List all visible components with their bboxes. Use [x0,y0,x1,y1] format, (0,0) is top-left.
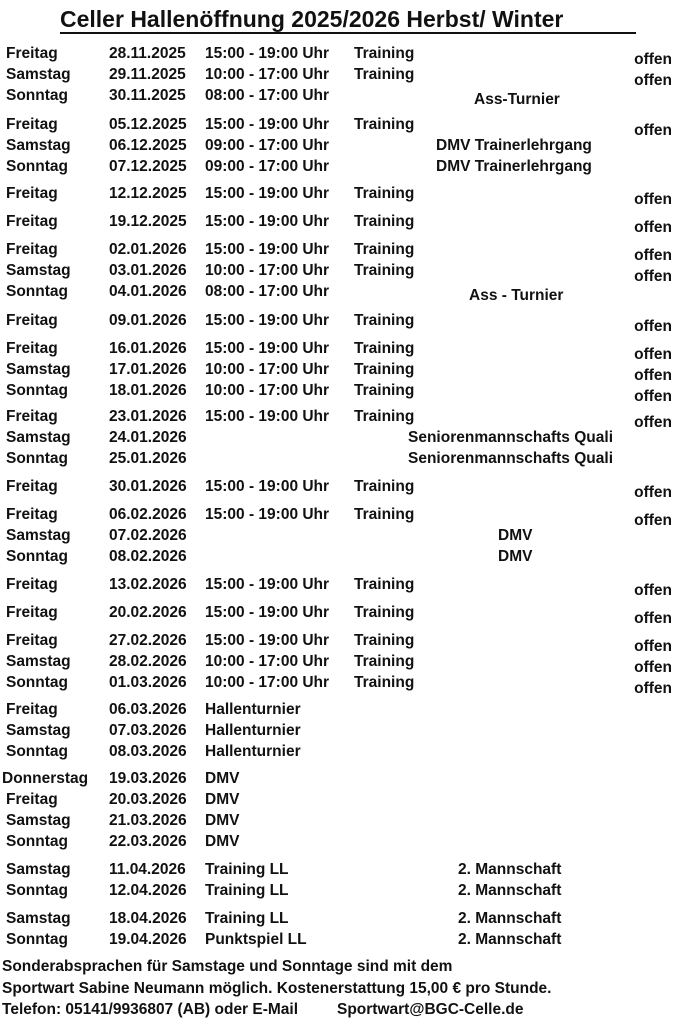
row-date: 20.03.2026 [109,791,187,808]
row-time: 08:00 - 17:00 Uhr [205,87,330,104]
row-date: 23.01.2026 [109,408,187,425]
schedule-row [0,881,680,901]
schedule-row [0,449,680,469]
row-time: 15:00 - 19:00 Uhr [205,506,330,523]
row-date: 18.04.2026 [109,910,187,927]
row-right: offen [634,191,672,208]
schedule-row [0,832,680,852]
schedule-row [0,721,680,741]
schedule-row [0,115,680,139]
row-date: 17.01.2026 [109,361,187,378]
schedule-row [0,547,680,567]
row-note: 2. Mannschaft [458,910,562,927]
row-day: Freitag [6,408,58,425]
schedule-row [0,603,680,627]
page-title: Celler Hallenöffnung 2025/2026 Herbst/ Winter [60,6,636,34]
row-time: 08:00 - 17:00 Uhr [205,283,330,300]
row-day: Samstag [6,66,71,83]
row-right: offen [634,51,672,68]
row-date: 29.11.2025 [109,66,186,83]
row-time: Training LL [205,882,289,899]
row-date: 09.01.2026 [109,312,187,329]
row-time: Hallenturnier [205,701,301,718]
row-day: Sonntag [6,674,68,691]
schedule-row [0,769,680,789]
row-date: 04.01.2026 [109,283,187,300]
row-act: Training [354,213,415,230]
schedule-row [0,700,680,720]
row-day: Sonntag [6,882,68,899]
row-day: Samstag [6,429,71,446]
row-date: 16.01.2026 [109,340,187,357]
row-note: Ass-Turnier [474,91,560,108]
row-day: Donnerstag [2,770,89,787]
row-time: Hallenturnier [205,722,301,739]
row-date: 30.01.2026 [109,478,187,495]
row-act: Training [354,185,415,202]
row-time: 10:00 - 17:00 Uhr [205,66,330,83]
row-day: Sonntag [6,87,68,104]
schedule-row [0,909,680,929]
row-note: 2. Mannschaft [458,931,562,948]
schedule-row [0,311,680,335]
row-date: 08.03.2026 [109,743,187,760]
row-act: Training [354,478,415,495]
row-note: DMV [498,527,533,544]
row-time: Punktspiel LL [205,931,307,948]
row-date: 28.02.2026 [109,653,187,670]
row-day: Freitag [6,241,58,258]
schedule-row [0,44,680,68]
schedule-row [0,652,680,676]
row-day: Sonntag [6,931,68,948]
schedule-row [0,673,680,697]
row-day: Freitag [6,340,58,357]
row-day: Sonntag [6,548,68,565]
row-act: Training [354,262,415,279]
row-right: offen [634,638,672,655]
row-act: Training [354,604,415,621]
row-act: Training [354,340,415,357]
row-note: 2. Mannschaft [458,882,562,899]
row-act: Training [354,312,415,329]
row-right: offen [634,414,672,431]
row-time: 15:00 - 19:00 Uhr [205,604,330,621]
row-note: Ass - Turnier [469,287,564,304]
schedule-row [0,339,680,363]
footer-phone: Telefon: 05141/9936807 (AB) oder E-Mail [2,1001,299,1018]
row-time: 15:00 - 19:00 Uhr [205,632,330,649]
row-day: Samstag [6,861,71,878]
row-right: offen [634,268,672,285]
row-date: 22.03.2026 [109,833,187,850]
row-date: 05.12.2025 [109,116,187,133]
row-time: 15:00 - 19:00 Uhr [205,241,330,258]
row-date: 27.02.2026 [109,632,187,649]
row-date: 25.01.2026 [109,450,187,467]
schedule-row [0,811,680,831]
row-date: 01.03.2026 [109,674,187,691]
schedule-row [0,157,680,177]
row-date: 11.04.2026 [109,861,186,878]
row-act: Training [354,576,415,593]
row-time: Training LL [205,861,289,878]
schedule-row [0,790,680,810]
row-time: DMV [205,770,240,787]
row-day: Freitag [6,116,58,133]
row-note: Seniorenmannschafts Quali [408,429,613,446]
schedule-row [0,505,680,529]
schedule-row [0,360,680,384]
row-act: Training [354,382,415,399]
row-date: 13.02.2026 [109,576,187,593]
row-date: 07.12.2025 [109,158,187,175]
row-date: 02.01.2026 [109,241,187,258]
schedule-row [0,381,680,405]
row-note: Seniorenmannschafts Quali [408,450,613,467]
footer-line-3 [2,1000,678,1020]
row-time: 15:00 - 19:00 Uhr [205,408,330,425]
schedule-row [0,65,680,89]
row-day: Freitag [6,185,58,202]
row-time: DMV [205,812,240,829]
row-day: Samstag [6,527,71,544]
row-date: 07.02.2026 [109,527,187,544]
row-day: Freitag [6,791,58,808]
row-date: 21.03.2026 [109,812,187,829]
schedule-row [0,526,680,546]
row-time: 15:00 - 19:00 Uhr [205,213,330,230]
row-day: Samstag [6,722,71,739]
row-act: Training [354,241,415,258]
row-right: offen [634,680,672,697]
row-right: offen [634,346,672,363]
footer-email: Sportwart@BGC-Celle.de [337,1001,524,1018]
row-day: Freitag [6,604,58,621]
row-day: Freitag [6,45,58,62]
row-note: DMV Trainerlehrgang [436,137,592,154]
row-time: 15:00 - 19:00 Uhr [205,45,330,62]
schedule-row [0,240,680,264]
row-date: 12.04.2026 [109,882,187,899]
row-right: offen [634,582,672,599]
schedule-row [0,428,680,448]
row-right: offen [634,388,672,405]
row-day: Sonntag [6,450,68,467]
row-day: Sonntag [6,833,68,850]
row-time: Training LL [205,910,289,927]
row-right: offen [634,122,672,139]
row-date: 12.12.2025 [109,185,187,202]
schedule-row [0,212,680,236]
row-act: Training [354,632,415,649]
row-day: Sonntag [6,158,68,175]
row-date: 20.02.2026 [109,604,187,621]
row-right: offen [634,72,672,89]
row-time: Hallenturnier [205,743,301,760]
row-time: DMV [205,833,240,850]
row-right: offen [634,484,672,501]
row-date: 28.11.2025 [109,45,186,62]
row-date: 19.12.2025 [109,213,187,230]
row-day: Samstag [6,910,71,927]
schedule-row [0,136,680,156]
row-right: offen [634,610,672,627]
row-right: offen [634,219,672,236]
row-date: 08.02.2026 [109,548,187,565]
row-time: 10:00 - 17:00 Uhr [205,674,330,691]
row-date: 19.03.2026 [109,770,187,787]
schedule-row [0,86,680,106]
row-note: 2. Mannschaft [458,861,562,878]
schedule-row [0,407,680,431]
row-day: Samstag [6,137,71,154]
schedule-row [0,282,680,302]
row-act: Training [354,116,415,133]
row-right: offen [634,318,672,335]
row-day: Freitag [6,213,58,230]
row-act: Training [354,653,415,670]
row-day: Sonntag [6,743,68,760]
schedule-row [0,477,680,501]
schedule-row [0,860,680,880]
row-act: Training [354,408,415,425]
row-date: 06.12.2025 [109,137,187,154]
row-time: DMV [205,791,240,808]
row-day: Samstag [6,262,71,279]
row-time: 15:00 - 19:00 Uhr [205,576,330,593]
row-time: 15:00 - 19:00 Uhr [205,340,330,357]
row-date: 07.03.2026 [109,722,187,739]
row-date: 18.01.2026 [109,382,187,399]
row-date: 19.04.2026 [109,931,187,948]
row-act: Training [354,45,415,62]
row-day: Freitag [6,576,58,593]
row-date: 03.01.2026 [109,262,187,279]
row-date: 06.03.2026 [109,701,187,718]
footer-line-2: Sportwart Sabine Neumann möglich. Kostenerstattung 15,00 € pro Stunde. [2,980,552,997]
schedule-row [0,742,680,762]
row-date: 06.02.2026 [109,506,187,523]
schedule-row [0,575,680,599]
row-time: 15:00 - 19:00 Uhr [205,116,330,133]
schedule-row [0,631,680,655]
row-time: 09:00 - 17:00 Uhr [205,158,330,175]
schedule-row [0,261,680,285]
row-time: 09:00 - 17:00 Uhr [205,137,330,154]
row-day: Freitag [6,478,58,495]
schedule-row [0,184,680,208]
row-time: 10:00 - 17:00 Uhr [205,653,330,670]
row-day: Samstag [6,812,71,829]
row-right: offen [634,367,672,384]
row-day: Freitag [6,701,58,718]
row-time: 15:00 - 19:00 Uhr [205,312,330,329]
row-time: 10:00 - 17:00 Uhr [205,361,330,378]
row-time: 10:00 - 17:00 Uhr [205,382,330,399]
schedule-row [0,930,680,950]
footer-line-1: Sonderabsprachen für Samstage und Sonntage sind mit dem [2,958,453,975]
row-day: Samstag [6,361,71,378]
row-act: Training [354,506,415,523]
row-day: Freitag [6,506,58,523]
row-act: Training [354,361,415,378]
row-time: 15:00 - 19:00 Uhr [205,185,330,202]
row-right: offen [634,247,672,264]
row-note: DMV Trainerlehrgang [436,158,592,175]
row-act: Training [354,66,415,83]
row-time: 10:00 - 17:00 Uhr [205,262,330,279]
row-day: Freitag [6,632,58,649]
row-date: 30.11.2025 [109,87,186,104]
row-day: Samstag [6,653,71,670]
row-note: DMV [498,548,533,565]
row-right: offen [634,512,672,529]
row-time: 15:00 - 19:00 Uhr [205,478,330,495]
row-right: offen [634,659,672,676]
row-day: Sonntag [6,382,68,399]
row-date: 24.01.2026 [109,429,187,446]
row-day: Sonntag [6,283,68,300]
row-act: Training [354,674,415,691]
row-day: Freitag [6,312,58,329]
